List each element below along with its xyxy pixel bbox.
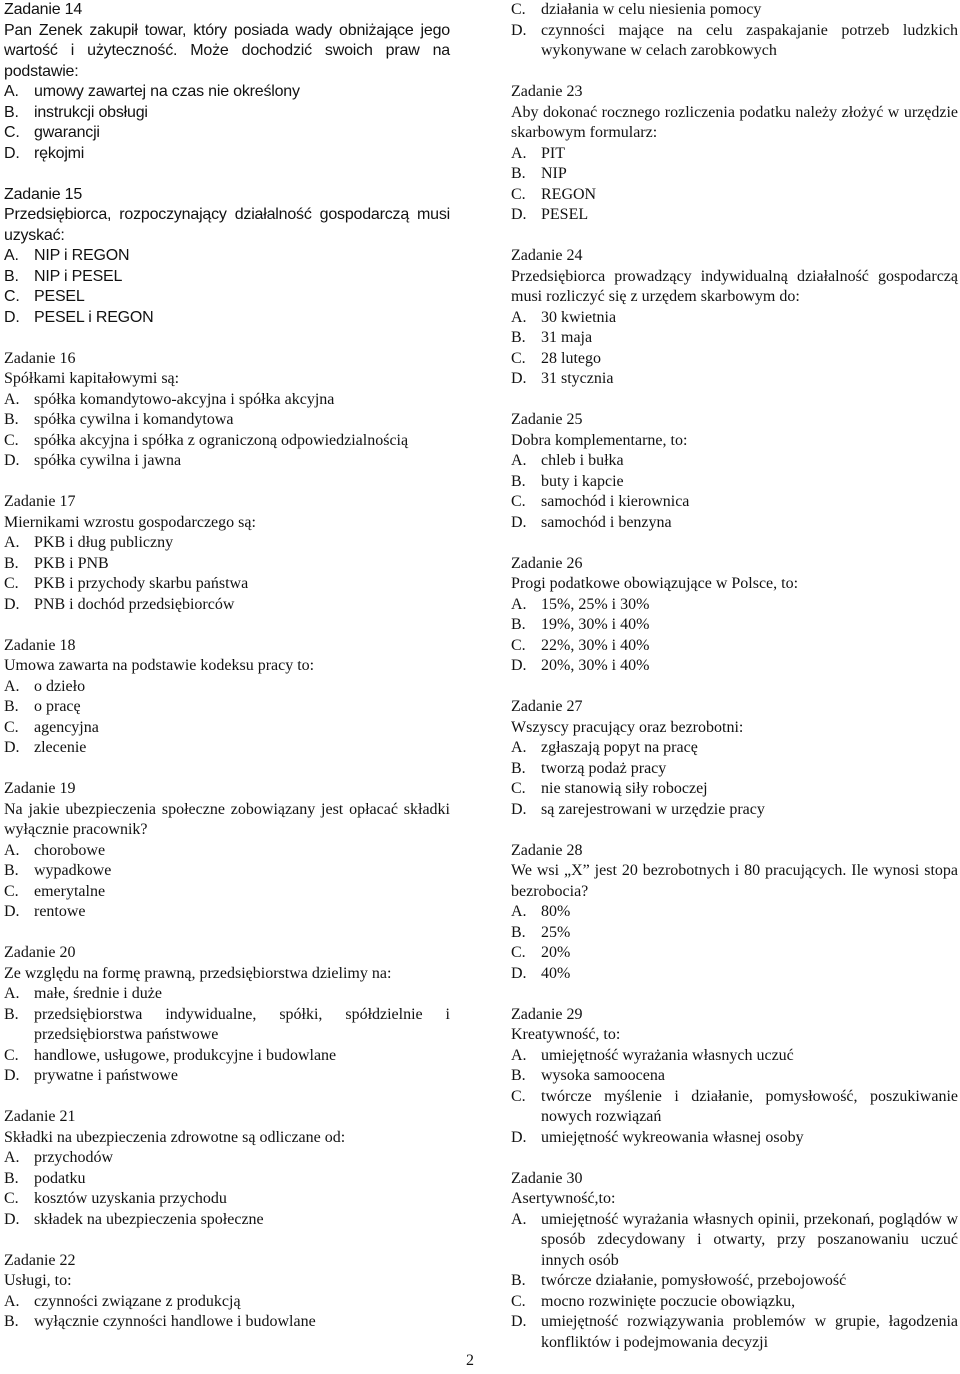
answer-text: 31 maja [541,329,593,346]
left-column [4,0,450,1353]
answer-letter: B. [4,103,19,121]
answer-letter: D. [4,1067,20,1084]
question-text: Umowa zawarta na podstawie kodeksu pracy to: [4,657,315,674]
question-title: Zadanie 15 [4,185,83,203]
question-title: Zadanie 30 [511,1169,583,1187]
question-text: Progi podatkowe obowiązujące w Polsce, to: [511,575,799,592]
question-title: Zadanie 22 [4,1251,76,1269]
answer-option [4,841,450,862]
answer-text: czynności mające na celu zaspakajanie potrzeb ludzkich wykonywane w celach zarobkowych [541,21,958,59]
answer-option [511,472,958,493]
page-number: 2 [466,1352,474,1369]
answer-option [511,1292,958,1313]
answer-letter: C. [511,349,526,367]
answer-list [4,82,450,164]
answer-letter: B. [4,1313,19,1330]
answer-option [4,1046,450,1067]
answer-text: przedsiębiorstwa indywidualne, spółki, spółdzielnie i przedsiębiorstwa państwowe [34,1005,450,1043]
answer-option [511,308,958,329]
answer-letter: D. [4,308,20,326]
answer-text: wypadkowe [34,862,112,879]
answer-letter: B. [4,554,19,572]
answer-list [4,841,450,923]
answer-option [4,246,450,267]
answer-letter: B. [4,862,19,879]
answer-option [4,1189,450,1210]
answer-option [4,533,450,554]
question-block [511,1005,958,1149]
answer-letter: A. [511,595,527,613]
answer-option [4,718,450,739]
answer-list [4,1148,450,1230]
answer-list [511,0,958,62]
answer-option [511,943,958,964]
answer-option [4,1148,450,1169]
answer-letter: C. [4,288,20,305]
answer-option [4,882,450,903]
answer-text: prywatne i państwowe [34,1067,178,1084]
answer-text: zlecenie [34,739,87,756]
answer-option [4,984,450,1005]
answer-letter: B. [511,923,526,941]
answer-text: handlowe, usługowe, produkcyjne i budowlane [34,1046,337,1064]
answer-text: buty i kapcie [541,472,624,490]
answer-list [511,1210,958,1354]
answer-letter: A. [4,247,19,264]
question-title: Zadanie 28 [511,841,583,859]
answer-text: instrukcji obsługi [34,103,148,121]
answer-option [511,21,958,62]
answer-text: umiejętność rozwiązywania problemów w grupie, łagodzenia konfliktów i podejmowania decyzji [541,1313,958,1351]
answer-letter: A. [4,390,20,408]
answer-option [4,554,450,575]
answer-text: umowy zawartej na czas nie określony [34,83,300,100]
question-block [511,410,958,533]
question-title: Zadanie 21 [4,1108,76,1125]
answer-text: PESEL [34,288,85,305]
question-text: Aby dokonać rocznego rozliczenia podatku należy złożyć w urzędzie skarbowym formularz: [511,103,958,141]
question-title: Zadanie 24 [511,247,583,264]
answer-text: spółka akcyjna i spółka z ograniczoną odpowiedzialnością [34,431,409,449]
question-block [511,554,958,677]
answer-text: agencyjna [34,718,99,736]
answer-text: PESEL i REGON [34,308,154,326]
answer-text: 20% [541,944,571,961]
answer-letter: B. [4,698,19,715]
answer-letter: B. [511,165,526,182]
question-text: Ze względu na formę prawną, przedsiębiorstwa dzielimy na: [4,964,392,982]
answer-list [511,1046,958,1149]
answer-option [511,800,958,821]
answer-list [4,1292,450,1333]
question-title: Zadanie 17 [4,493,76,510]
answer-letter: B. [511,1067,526,1084]
answer-text: emerytalne [34,882,106,900]
answer-letter: A. [4,1149,20,1166]
answer-letter: D. [511,1128,527,1146]
answer-text: samochód i kierownica [541,493,690,510]
answer-text: 80% [541,903,571,920]
question-text: Wszyscy pracujący oraz bezrobotni: [511,718,744,736]
answer-option [511,1087,958,1128]
answer-letter: B. [4,267,19,285]
answer-letter: B. [511,1272,526,1289]
answer-text: twórcze działanie, pomysłowość, przebojowość [541,1272,847,1289]
question-text: Pan Zenek zakupił towar, który posiada wady obniżające jego wartość i użyteczność. Może dochodzić swoich praw na podstawie: [4,21,450,80]
answer-letter: D. [4,595,20,613]
answer-letter: D. [4,1210,20,1228]
question-text: Miernikami wzrostu gospodarczego są: [4,513,256,531]
answer-letter: A. [511,739,527,756]
answer-option [4,287,450,308]
answer-option [511,0,958,21]
answer-option [511,205,958,226]
answer-option [511,1210,958,1272]
question-title: Zadanie 25 [511,411,583,428]
answer-option [4,861,450,882]
answer-option [4,451,450,472]
right-column [511,0,958,1374]
answer-text: REGON [541,185,597,203]
answer-text: zgłaszają popyt na pracę [541,739,698,756]
answer-option [511,349,958,370]
answer-letter: B. [4,411,19,428]
answer-text: wyłącznie czynności handlowe i budowlane [34,1313,316,1330]
answer-letter: C. [511,185,526,203]
answer-option [4,267,450,288]
answer-option [4,697,450,718]
answer-letter: C. [511,1,526,18]
answer-letter: C. [511,636,526,654]
question-text: Na jakie ubezpieczenia społeczne zobowiązany jest opłacać składki wyłącznie pracownik? [4,800,450,838]
question-block [511,841,958,985]
answer-text: umiejętność wykreowania własnej osoby [541,1128,804,1146]
question-block [511,0,958,62]
answer-letter: C. [511,780,526,797]
answer-text: PKB i dług publiczny [34,534,174,551]
answer-letter: C. [4,1046,19,1064]
answer-option [4,1066,450,1087]
answer-letter: C. [511,944,526,961]
answer-text: są zarejestrowani w urzędzie pracy [541,800,765,818]
answer-letter: A. [4,985,20,1002]
answer-letter: C. [511,1292,526,1310]
answer-letter: C. [511,1087,526,1105]
answer-letter: D. [511,800,527,818]
answer-letter: D. [511,21,527,39]
answer-option [4,82,450,103]
answer-letter: D. [511,964,527,982]
answer-option [511,964,958,985]
answer-option [511,779,958,800]
question-title: Zadanie 14 [4,1,83,18]
answer-letter: C. [4,882,19,900]
answer-text: spółka komandytowo-akcyjna i spółka akcyjna [34,390,335,408]
answer-letter: D. [511,370,527,387]
answer-text: PNB i dochód przedsiębiorców [34,595,235,613]
answer-option [4,103,450,124]
question-block [4,0,450,164]
answer-option [4,308,450,329]
answer-list [511,902,958,984]
answer-letter: C. [4,575,19,592]
answer-list [511,144,958,226]
answer-text: rentowe [34,903,86,920]
answer-text: działania w celu niesienia pomocy [541,1,762,18]
answer-text: czynności związane z produkcją [34,1292,241,1310]
answer-text: umiejętność wyrażania własnych opinii, przekonań, poglądów w sposób zdecydowany i otwarty, przy poszanowaniu uczuć innych osób [541,1210,958,1269]
answer-list [511,308,958,390]
question-text: Spółkami kapitałowymi są: [4,370,180,387]
answer-option [4,1210,450,1231]
question-block [511,246,958,390]
answer-option [4,902,450,923]
question-block [4,943,450,1087]
answer-letter: B. [511,759,526,777]
answer-text: nie stanowią siły roboczej [541,780,708,797]
answer-text: PKB i PNB [34,554,109,572]
answer-letter: A. [511,144,527,162]
answer-option [511,615,958,636]
answer-letter: A. [4,841,20,859]
answer-text: wysoka samoocena [541,1067,665,1084]
question-text: Usługi, to: [4,1272,72,1289]
answer-letter: D. [4,739,20,756]
answer-letter: A. [511,308,527,326]
answer-letter: A. [511,1210,527,1228]
answer-option [511,759,958,780]
answer-text: 15%, 25% i 30% [541,595,650,613]
answer-text: 31 stycznia [541,370,614,387]
answer-text: gwarancji [34,124,100,141]
answer-option [511,636,958,657]
question-block [4,779,450,923]
answer-option [511,328,958,349]
question-text: Składki na ubezpieczenia zdrowotne są odliczane od: [4,1128,346,1146]
answer-text: rękojmi [34,144,85,162]
question-title: Zadanie 29 [511,1005,583,1023]
question-title: Zadanie 23 [511,83,583,100]
question-block [4,1107,450,1230]
answer-option [4,595,450,616]
answer-option [4,144,450,165]
answer-option [4,410,450,431]
question-block [511,1169,958,1354]
question-title: Zadanie 16 [4,349,76,367]
answer-letter: D. [4,903,20,920]
answer-letter: A. [511,1046,527,1064]
question-title: Zadanie 27 [511,698,583,715]
question-block [511,82,958,226]
answer-letter: B. [511,472,526,490]
answer-text: twórcze myślenie i działanie, pomysłowość, poszukiwanie nowych rozwiązań [541,1087,958,1125]
answer-list [4,390,450,472]
answer-option [511,185,958,206]
answer-letter: D. [4,452,20,469]
answer-letter: D. [511,657,527,674]
answer-text: tworzą podaż pracy [541,759,667,777]
answer-text: o dzieło [34,677,86,695]
answer-text: NIP i PESEL [34,267,123,285]
question-block [4,349,450,472]
question-text: Asertywność,to: [511,1190,616,1207]
answer-letter: C. [4,124,20,141]
answer-text: 20%, 30% i 40% [541,657,650,674]
question-block [4,1251,450,1333]
answer-text: 28 lutego [541,349,601,367]
answer-text: spółka cywilna i jawna [34,452,182,469]
answer-text: NIP i REGON [34,247,130,264]
question-text: We wsi „X” jest 20 bezrobotnych i 80 pracujących. Ile wynosi stopa bezrobocia? [511,862,958,900]
answer-option [4,1005,450,1046]
answer-letter: A. [4,1292,20,1310]
answer-option [511,1066,958,1087]
question-block [4,185,450,329]
answer-text: małe, średnie i duże [34,985,162,1002]
answer-option [511,1271,958,1292]
answer-option [4,390,450,411]
question-block [4,492,450,615]
answer-letter: B. [4,1169,19,1187]
answer-list [511,451,958,533]
answer-option [511,656,958,677]
answer-option [511,492,958,513]
answer-letter: A. [4,534,20,551]
answer-letter: D. [511,1313,527,1330]
answer-option [4,574,450,595]
answer-option [511,1312,958,1353]
answer-letter: C. [4,1190,19,1207]
answer-option [4,431,450,452]
answer-text: umiejętność wyrażania własnych uczuć [541,1046,794,1064]
answer-option [4,1169,450,1190]
answer-text: PESEL [541,206,589,223]
answer-text: NIP [541,165,567,182]
answer-text: samochód i benzyna [541,513,672,531]
answer-text: chorobowe [34,841,106,859]
answer-letter: B. [4,1005,19,1023]
answer-text: PKB i przychody skarbu państwa [34,575,249,592]
answer-letter: A. [4,677,20,695]
answer-text: 25% [541,923,571,941]
answer-text: spółka cywilna i komandytowa [34,411,234,428]
answer-option [511,513,958,534]
question-title: Zadanie 19 [4,780,76,797]
answer-list [4,533,450,615]
answer-list [511,738,958,820]
question-text: Przedsiębiorca prowadzący indywidualną działalność gospodarczą musi rozliczyć się z urzędem skarbowym do: [511,267,958,305]
answer-option [511,1128,958,1149]
answer-option [511,144,958,165]
answer-option [4,677,450,698]
answer-text: podatku [34,1169,86,1187]
answer-option [511,902,958,923]
answer-text: 40% [541,964,571,982]
answer-option [511,595,958,616]
answer-letter: A. [511,903,527,920]
answer-letter: C. [4,431,19,449]
answer-list [4,677,450,759]
question-text: Przedsiębiorca, rozpoczynający działalność gospodarczą musi uzyskać: [4,206,450,244]
answer-list [4,984,450,1087]
answer-text: 19%, 30% i 40% [541,616,650,633]
answer-option [4,123,450,144]
question-text: Dobra komplementarne, to: [511,431,688,449]
answer-list [511,595,958,677]
answer-option [511,451,958,472]
answer-option [511,1046,958,1067]
question-block [4,636,450,759]
question-title: Zadanie 26 [511,554,583,572]
answer-letter: A. [4,83,19,100]
answer-text: przychodów [34,1149,114,1166]
answer-text: o pracę [34,698,81,715]
answer-option [511,164,958,185]
answer-letter: C. [4,718,19,736]
answer-option [4,1312,450,1333]
answer-list [4,246,450,328]
answer-option [511,738,958,759]
answer-text: kosztów uzyskania przychodu [34,1190,227,1207]
answer-letter: B. [511,329,526,346]
question-text: Kreatywność, to: [511,1026,621,1043]
answer-letter: D. [511,206,527,223]
answer-letter: D. [4,144,20,162]
answer-text: składek na ubezpieczenia społeczne [34,1210,264,1228]
answer-option [4,738,450,759]
answer-letter: B. [511,616,526,633]
answer-option [511,923,958,944]
answer-letter: A. [511,452,527,469]
question-title: Zadanie 20 [4,944,76,961]
answer-text: 22%, 30% i 40% [541,636,650,654]
question-title: Zadanie 18 [4,636,76,654]
answer-letter: D. [511,513,527,531]
question-block [511,697,958,820]
answer-text: chleb i bułka [541,452,624,469]
answer-text: 30 kwietnia [541,308,617,326]
answer-letter: C. [511,493,526,510]
answer-option [4,1292,450,1313]
answer-text: PIT [541,144,565,162]
answer-option [511,369,958,390]
answer-text: mocno rozwinięte poczucie obowiązku, [541,1292,796,1310]
